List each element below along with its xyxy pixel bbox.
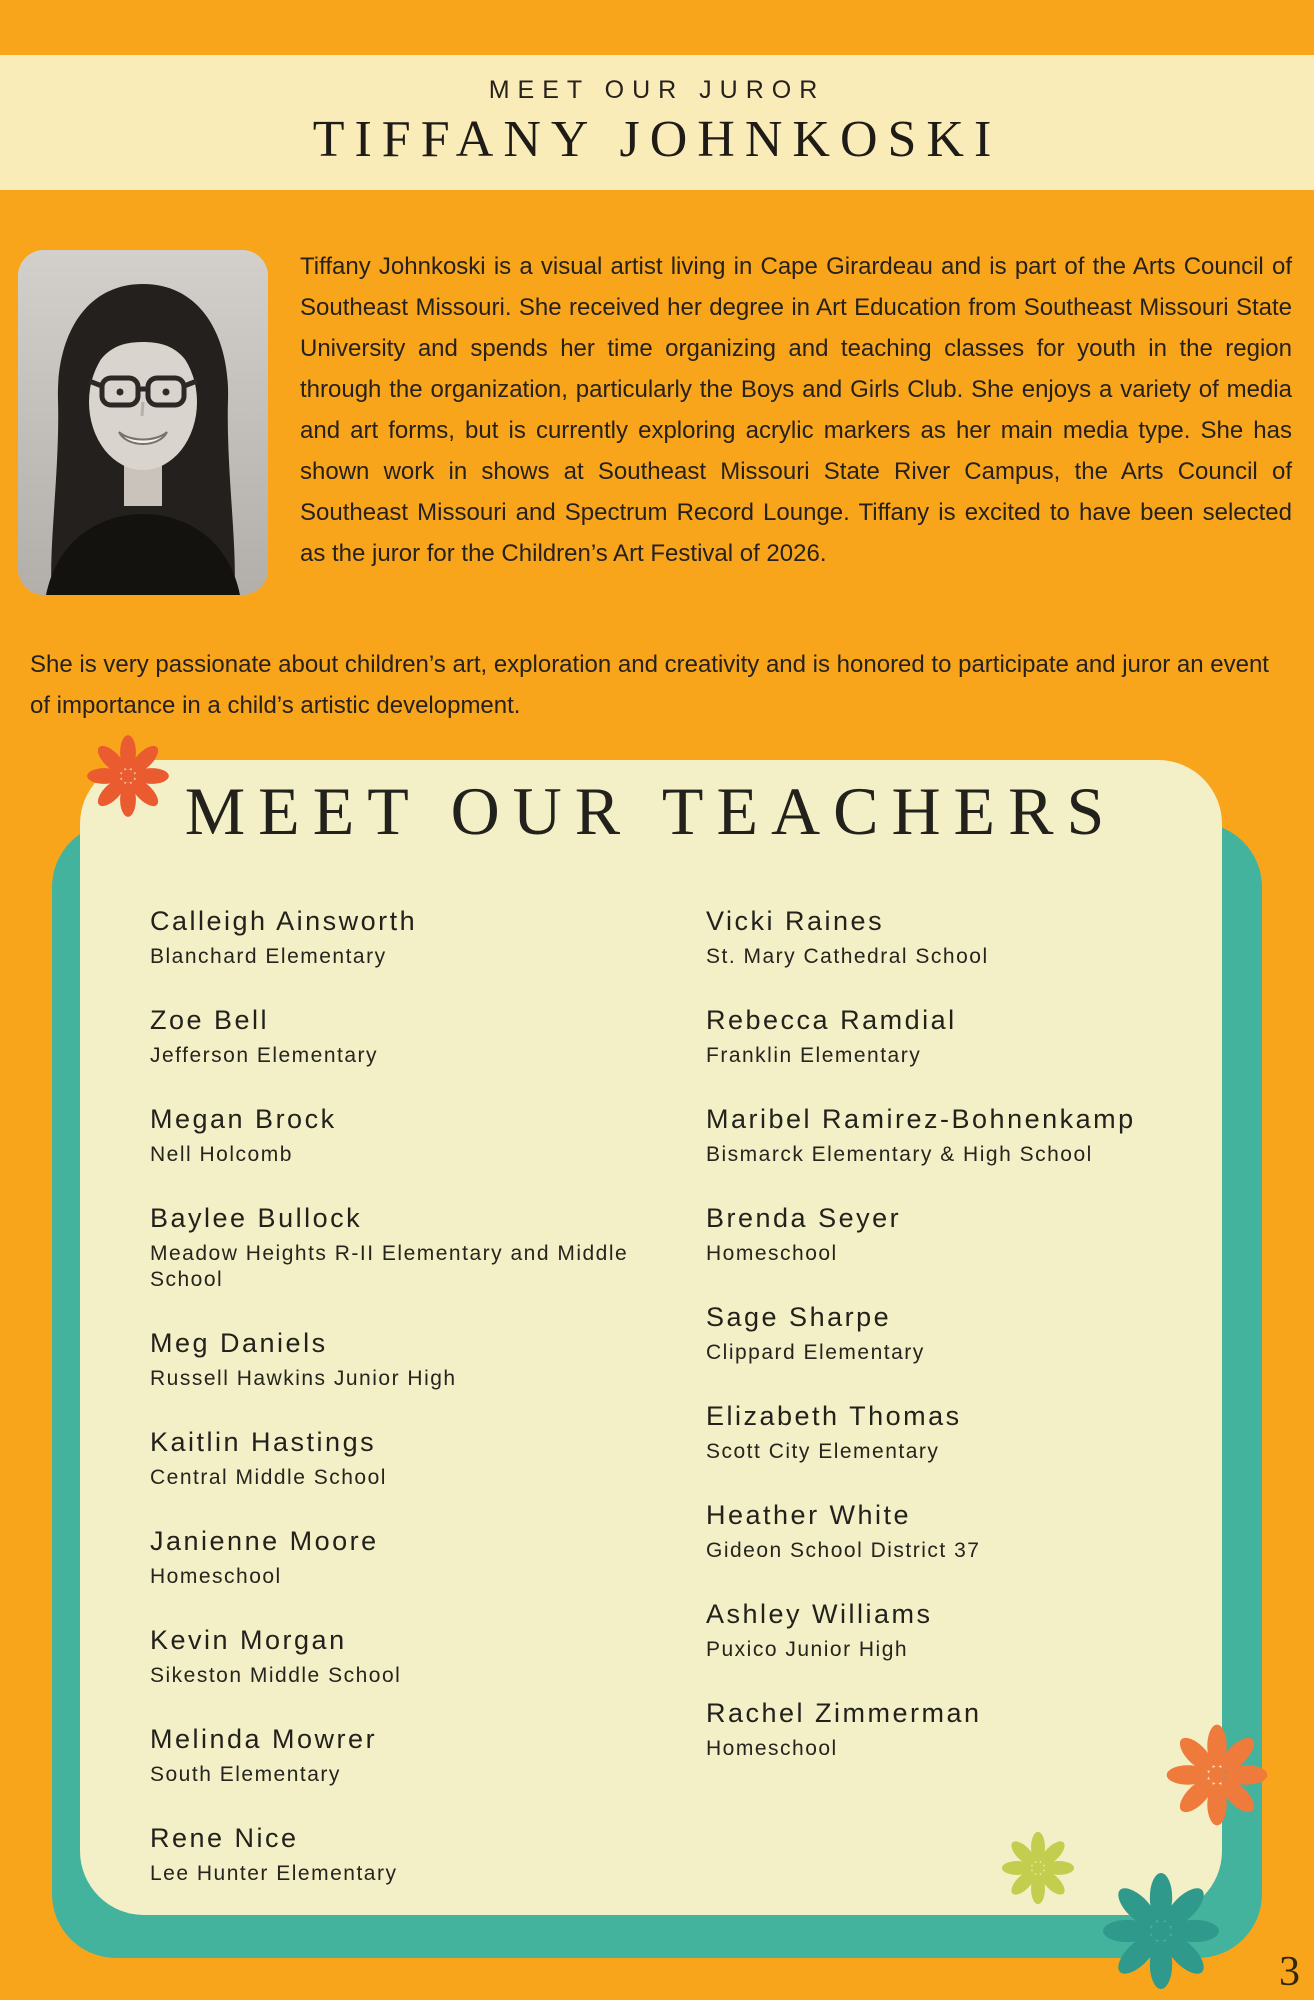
teachers-column-right — [706, 905, 1210, 1921]
juror-portrait-illustration — [18, 250, 268, 595]
teacher-name: Melinda Mowrer — [150, 1724, 378, 1754]
teacher-school: Homeschool — [706, 1737, 838, 1760]
teacher-name: Vicki Raines — [706, 906, 885, 936]
teacher-name: Baylee Bullock — [150, 1203, 363, 1233]
teacher-entry — [706, 1598, 1210, 1663]
teachers-title: MEET OUR TEACHERS — [184, 773, 1118, 849]
teacher-entry — [150, 1327, 706, 1392]
teacher-school: Homeschool — [706, 1242, 838, 1265]
header-band — [0, 55, 1314, 190]
teacher-name: Rachel Zimmerman — [706, 1698, 982, 1728]
teacher-school: Clippard Elementary — [706, 1341, 925, 1364]
teacher-name: Kaitlin Hastings — [150, 1427, 377, 1457]
teacher-entry — [150, 1822, 706, 1887]
teacher-name: Kevin Morgan — [150, 1625, 347, 1655]
teacher-entry — [706, 1004, 1210, 1069]
teacher-name: Meg Daniels — [150, 1328, 328, 1358]
teachers-column-left — [150, 905, 706, 1921]
teachers-list — [150, 905, 1210, 1921]
teacher-name: Rebecca Ramdial — [706, 1005, 957, 1035]
teacher-entry — [706, 1103, 1210, 1168]
teacher-entry — [706, 905, 1210, 970]
teacher-entry — [150, 1103, 706, 1168]
teacher-entry — [150, 1624, 706, 1689]
teacher-name: Zoe Bell — [150, 1005, 270, 1035]
teacher-name: Rene Nice — [150, 1823, 299, 1853]
juror-note: She is very passionate about children’s art, exploration and creativity and is honored to participate and juror an event of importance in a child’s artistic development. — [30, 651, 1269, 719]
teacher-entry — [706, 1697, 1210, 1762]
teacher-school: Russell Hawkins Junior High — [150, 1367, 457, 1390]
teacher-entry — [150, 1426, 706, 1491]
teacher-entry — [150, 905, 706, 970]
teacher-school: Bismarck Elementary & High School — [706, 1143, 1093, 1166]
teacher-school: Franklin Elementary — [706, 1044, 922, 1067]
teacher-name: Sage Sharpe — [706, 1302, 892, 1332]
flower-icon — [85, 733, 171, 819]
teacher-school: St. Mary Cathedral School — [706, 945, 989, 968]
teacher-school: Central Middle School — [150, 1466, 387, 1489]
juror-eyebrow: MEET OUR JUROR — [488, 76, 826, 104]
teacher-school: Puxico Junior High — [706, 1638, 909, 1661]
teacher-school: Gideon School District 37 — [706, 1539, 981, 1562]
juror-title: TIFFANY JOHNKOSKI — [312, 111, 1002, 168]
page-number: 3 — [1279, 1949, 1300, 1995]
teacher-name: Megan Brock — [150, 1104, 337, 1134]
teacher-school: Lee Hunter Elementary — [150, 1862, 398, 1885]
flower-icon — [1100, 1870, 1222, 1992]
teacher-name: Brenda Seyer — [706, 1203, 902, 1233]
teacher-name: Maribel Ramirez-Bohnenkamp — [706, 1104, 1136, 1134]
teacher-entry — [706, 1301, 1210, 1366]
teacher-school: Blanchard Elementary — [150, 945, 387, 968]
teacher-school: Nell Holcomb — [150, 1143, 293, 1166]
teacher-entry — [150, 1525, 706, 1590]
teacher-entry — [706, 1400, 1210, 1465]
teacher-name: Calleigh Ainsworth — [150, 906, 418, 936]
teacher-name: Elizabeth Thomas — [706, 1401, 962, 1431]
teacher-school: South Elementary — [150, 1763, 341, 1786]
teacher-entry — [706, 1499, 1210, 1564]
flower-icon — [1164, 1722, 1270, 1828]
teacher-entry — [150, 1004, 706, 1069]
teacher-school: Homeschool — [150, 1565, 282, 1588]
teacher-entry — [150, 1202, 706, 1293]
teacher-entry — [150, 1723, 706, 1788]
teacher-school: Scott City Elementary — [706, 1440, 940, 1463]
teacher-school: Sikeston Middle School — [150, 1664, 402, 1687]
juror-bio: Tiffany Johnkoski is a visual artist living in Cape Girardeau and is part of the Arts Council of Southeast Missouri. She received her degree in Art Education from Southeast Missouri State University and spends her time organizing and teaching classes for youth in the region through the organization, particularly the Boys and Girls Club. She enjoys a variety of media and art forms, but is currently exploring acrylic markers as her main media type. She has shown work in shows at Southeast Missouri State River Campus, the Arts Council of Southeast Missouri and Spectrum Record Lounge. Tiffany is excited to have been selected as the juror for the Children’s Art Festival of 2026. — [300, 253, 1292, 567]
flower-icon — [1000, 1830, 1076, 1906]
teacher-name: Janienne Moore — [150, 1526, 379, 1556]
juror-photo — [18, 250, 268, 595]
teacher-school: Meadow Heights R-II Elementary and Middle School — [150, 1242, 629, 1291]
teacher-school: Jefferson Elementary — [150, 1044, 379, 1067]
teacher-name: Ashley Williams — [706, 1599, 933, 1629]
teacher-entry — [706, 1202, 1210, 1267]
teacher-name: Heather White — [706, 1500, 912, 1530]
